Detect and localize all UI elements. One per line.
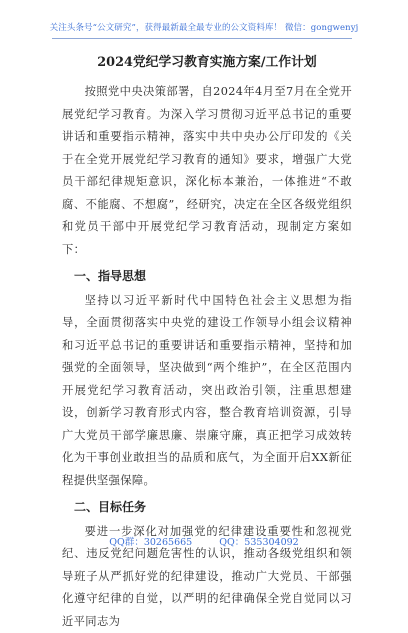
section-heading-objectives: 二、目标任务 <box>62 496 352 519</box>
footer-contact <box>0 534 408 548</box>
section-heading-guiding-ideology: 一、指导思想 <box>62 265 352 288</box>
intro-paragraph: 按照党中央决策部署，自2024年4月至7月在全党开展党纪学习教育。为深入学习贯彻习近平总书记的重要讲话和重要指示精神，落实中共中央办公厅印发的《关于在全党开展党纪学习教育的通知》要求，增强广大党员干部纪律规矩意识，深化标本兼治，一体推进“不敢腐、不能腐、不想腐”，经研究，决定在全区各级党组织和党员干部中开展党纪学习教育活动，现制定方案如下： <box>62 81 352 261</box>
document-title: 2024党纪学习教育实施方案/工作计划 <box>62 54 352 72</box>
header-divider <box>52 38 352 39</box>
section-paragraph-objectives: 要进一步深化对加强党的纪律建设重要性和忽视党纪、违反党纪问题危害性的认识，推动各级党组织和领导班子从严抓好党的纪律建设，推动广大党员、干部强化遵守纪律的自觉，以严明的纪律确保全党自觉同以习近平同志为 <box>62 521 352 633</box>
section-paragraph-guiding-ideology: 坚持以习近平新时代中国特色社会主义思想为指导，全面贯彻落实中央党的建设工作领导小组会议精神和习近平总书记的重要讲话和重要指示精神，坚持和加强党的全面领导，坚决做到“两个维护”，在全区范围内开展党纪学习教育活动，突出政治引领，注重思想建设，创新学习教育形式内容，整合教育培训资源，引导广大党员干部学廉思廉、崇廉守廉，真正把学习成效转化为干事创业敢担当的品质和底气，为全面开启XX新征程提供坚强保障。 <box>62 290 352 493</box>
header-promo-note: 关注头条号“公文研究”，获得最新最全最专业的公文资料库！ 微信：gongwenyj <box>0 21 408 33</box>
footer-qq-number: QQ：535304092 <box>219 537 298 548</box>
footer-qq-group: QQ群：30265665 <box>109 537 192 548</box>
